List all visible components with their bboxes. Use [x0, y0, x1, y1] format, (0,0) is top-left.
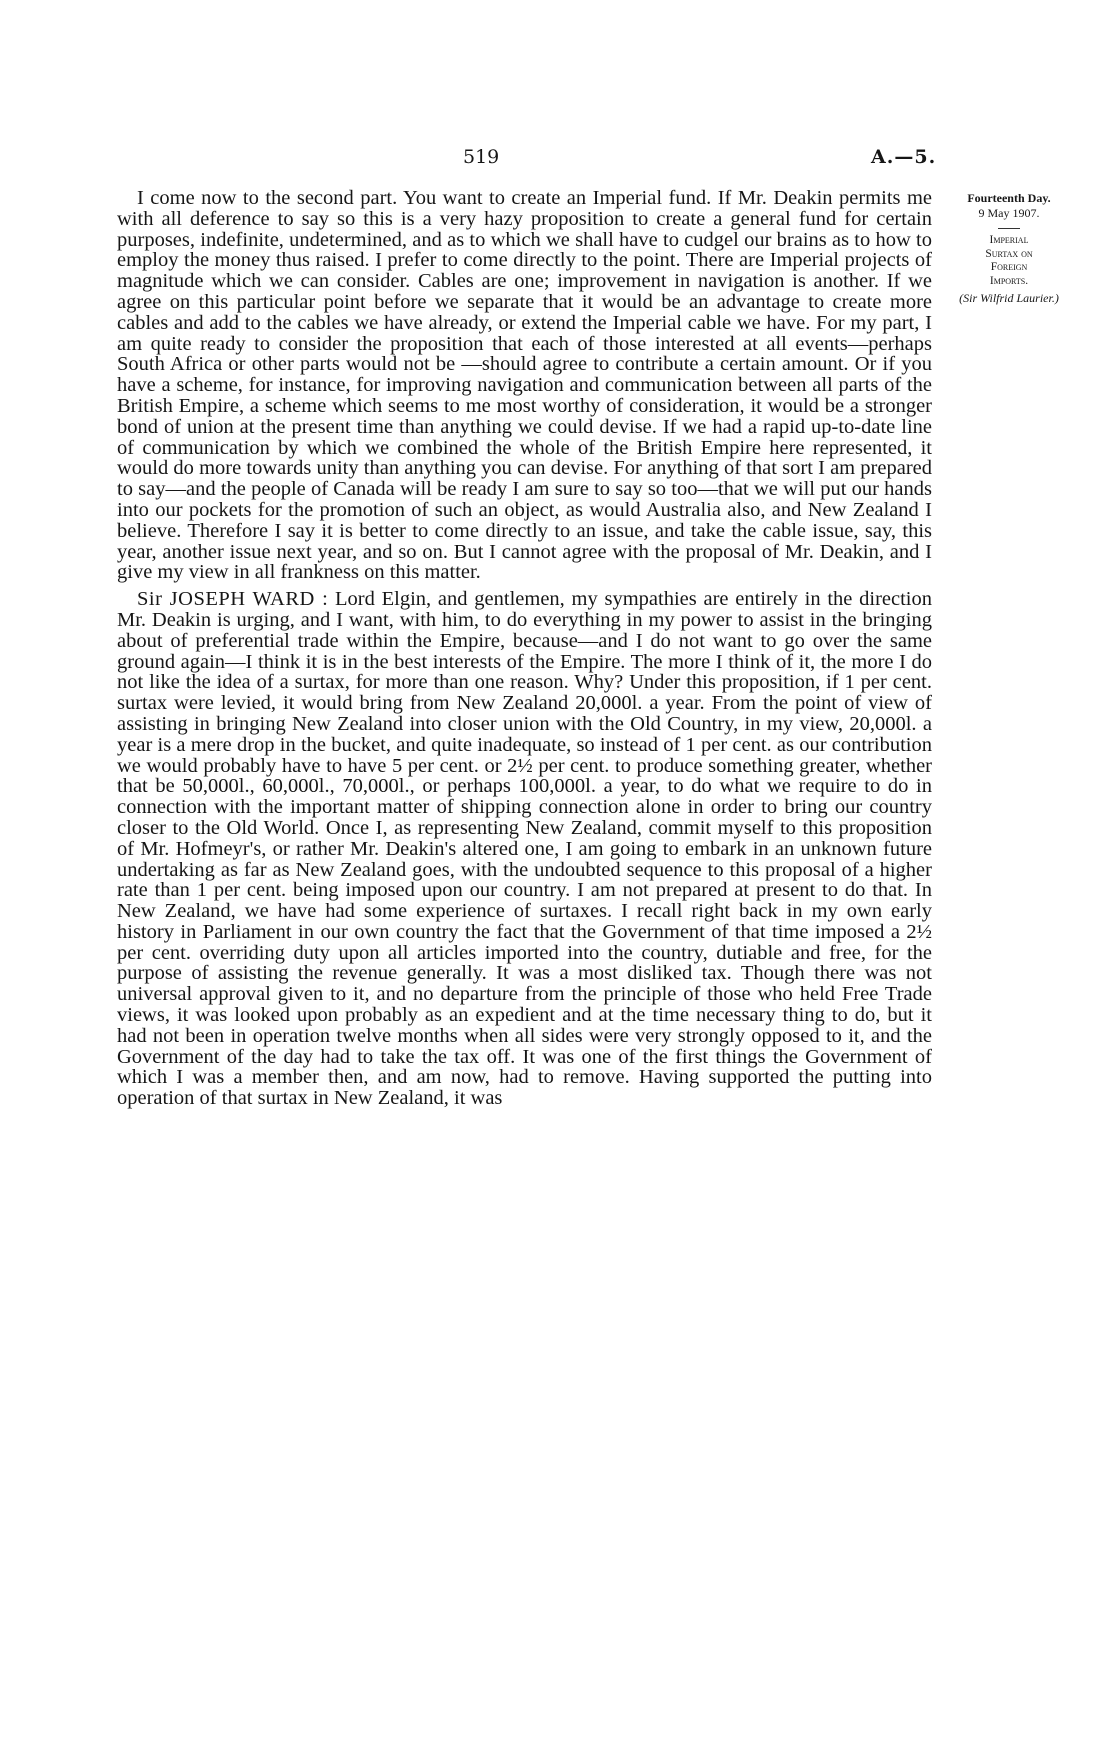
speaker-name: Sir JOSEPH WARD :: [137, 588, 329, 611]
margin-speaker: (Sir Wilfrid Laurier.): [959, 291, 1059, 305]
document-reference: A.—5.: [871, 146, 937, 168]
margin-topic-line: Imports.: [989, 274, 1029, 287]
body-text: [117, 188, 932, 1109]
paragraph-text: I come now to the second part. You want to create an Imperial fund. If Mr. Deakin permits me with all deference to say so this is a very hazy proposition to create a general fund for certain purposes, indefinite, undetermined, and as to which we shall have to cudgel our brains as to how to employ the money thus raised. I prefer to come directly to the point. There are Imperial projects of magnitude which we can consider. Cables are one; improvement in navigation is another. If we agree on this particular point before we separate that it would be an advantage to create more cables and add to the cables we have already, or extend the Imperial cable we have. For my part, I am quite ready to consider the proposition that each of those interested at all events—perhaps South Africa or other parts would not be —should agree to contribute a certain amount. Or if you have a scheme, for instance, for improving navigation and communication between all parts of the British Empire, a scheme which seems to me most worthy of consideration, it would be a stronger bond of union at the present time than anything we could devise. If we had a rapid up-to-date line of communication by which we combined the whole of the British Empire here represented, it would do more towards unity than anything you can devise. For anything of that sort I am prepared to say—and the people of Canada will be ready I am sure to say so too—that we will put our hands into our pockets for the promotion of such an object, as would Australia also, and New Zealand I believe. Therefore I say it is better to come directly to an issue, and take the cable issue, say, this year, another issue next year, and so on. But I cannot agree with the proposal of Mr. Deakin, and I give my view in all frankness on this matter.: [117, 187, 932, 584]
margin-note: [944, 191, 1074, 306]
page-number: 519: [463, 146, 500, 168]
margin-topic-line: Surtax on: [985, 247, 1033, 260]
margin-date: 9 May 1907.: [978, 206, 1040, 220]
margin-divider: [998, 228, 1020, 229]
margin-topic-line: Imperial: [989, 234, 1029, 246]
margin-topic-line: Foreign: [990, 261, 1028, 273]
paragraph-ward: [117, 589, 932, 1109]
margin-day: Fourteenth Day.: [967, 191, 1051, 205]
paragraph-laurier: [117, 188, 932, 583]
paragraph-text: Lord Elgin, and gentlemen, my sympathies are entirely in the direction Mr. Deakin is urging, and I want, with him, to do everything in my power to assist in the bringing about of preferential trade within the Empire, because—and I do not want to go over the same ground again—I think it is in the best interests of the Empire. The more I think of it, the more I do not like the idea of a surtax, for more than one reason. Why? Under this proposition, if 1 per cent. surtax were levied, it would bring from New Zealand 20,000l. a year. From the point of view of assisting in bringing New Zealand into closer union with the Old Country, in my view, 20,000l. a year is a mere drop in the bucket, and quite inadequate, so instead of 1 per cent. as our contribution we would probably have to have 5 per cent. or 2½ per cent. to produce something greater, whether that be 50,000l., 60,000l., 70,000l., or perhaps 100,000l. a year, to do what we require to do in connection with the important matter of shipping connection alone in order to bring our country closer to the Old World. Once I, as representing New Zealand, commit myself to this proposition of Mr. Hofmeyr's, or rather Mr. Deakin's altered one, I am going to embark in an unknown future undertaking as far as New Zealand goes, with the undoubted sequence to this proposal of a higher rate than 1 per cent. being imposed upon our country. I am not prepared at present to do that. In New Zealand, we have had some experience of surtaxes. I recall right back in my own early history in Parliament in our own country the fact that the Government of that time imposed a 2½ per cent. overriding duty upon all articles imported into the country, dutiable and free, for the purpose of assisting the revenue generally. It was a most disliked tax. Though there was not universal approval given to it, and no departure from the principle of those who held Free Trade views, it was looked upon probably as an expedient and at the time necessary thing to do, but it had not been in operation twelve months when all sides were very strongly opposed to it, and the Government of the day had to take the tax off. It was one of the first things the Government of which I was a member then, and am now, had to remove. Having supported the putting into operation of that surtax in New Zealand, it was: [117, 588, 932, 1110]
page-header: [0, 146, 1114, 176]
